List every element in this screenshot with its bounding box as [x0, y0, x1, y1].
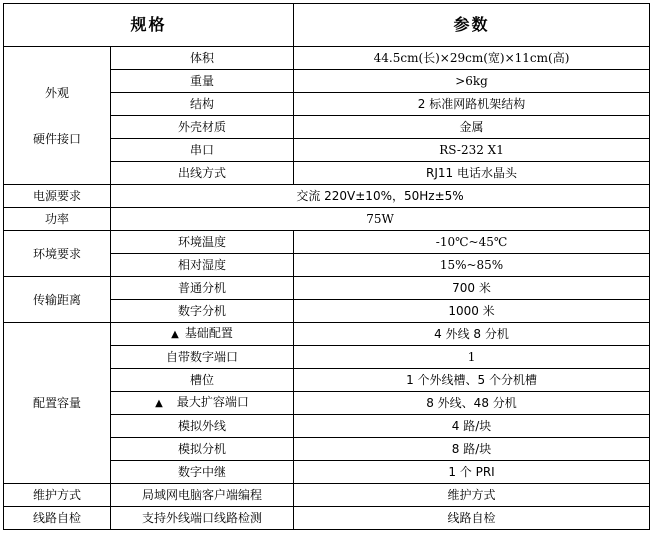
- label-max-ports: 最大扩容端口: [176, 395, 249, 409]
- triangle-marker-icon: ▲: [171, 329, 179, 340]
- spec-table: [3, 3, 650, 530]
- value-serial: RS-232 X1: [294, 139, 650, 162]
- group-exterior-hardware: [4, 47, 111, 185]
- value-volume: 44.5cm(长)×29cm(宽)×11cm(高): [294, 47, 650, 70]
- value-structure: 2 标准网路机架结构: [294, 93, 650, 116]
- value-digital-trunk: 1 个 PRI: [294, 461, 650, 484]
- label-digital-port: 自带数字端口: [111, 346, 294, 369]
- label-ordinary-ext: 普通分机: [111, 277, 294, 300]
- value-humidity: 15%~85%: [294, 254, 650, 277]
- label-digital-trunk: 数字中继: [111, 461, 294, 484]
- label-slots: 槽位: [111, 369, 294, 392]
- value-power-req: 交流 220V±10%，50Hz±5%: [111, 185, 650, 208]
- group-label-hardware: 硬件接口: [32, 131, 81, 146]
- value-max-ports: 8 外线、48 分机: [294, 392, 650, 415]
- value-digital-port: 1: [294, 346, 650, 369]
- value-analog-ext: 8 路/块: [294, 438, 650, 461]
- table-row: [4, 277, 650, 300]
- group-label-maintenance: 维护方式: [4, 484, 111, 507]
- group-label-power: 功率: [4, 208, 111, 231]
- label-volume: 体积: [111, 47, 294, 70]
- group-label-environment: 环境要求: [4, 231, 111, 277]
- value-slots: 1 个外线槽、5 个分机槽: [294, 369, 650, 392]
- value-temperature: -10℃~45℃: [294, 231, 650, 254]
- label-shell: 外壳材质: [111, 116, 294, 139]
- header-param: 参数: [294, 4, 650, 47]
- label-temperature: 环境温度: [111, 231, 294, 254]
- table-row: [4, 185, 650, 208]
- header-spec: 规格: [4, 4, 294, 47]
- value-outlet: RJ11 电话水晶头: [294, 162, 650, 185]
- value-maintenance: 维护方式: [294, 484, 650, 507]
- label-humidity: 相对湿度: [111, 254, 294, 277]
- header-row: [4, 4, 650, 47]
- table-row: [4, 47, 650, 70]
- group-label-line-check: 线路自检: [4, 507, 111, 530]
- table-row: [4, 484, 650, 507]
- label-maintenance: 局域网电脑客户端编程: [111, 484, 294, 507]
- value-line-check: 线路自检: [294, 507, 650, 530]
- group-label-distance: 传输距离: [4, 277, 111, 323]
- group-label-exterior: 外观: [44, 85, 69, 100]
- label-serial: 串口: [111, 139, 294, 162]
- label-digital-ext: 数字分机: [111, 300, 294, 323]
- value-digital-ext: 1000 米: [294, 300, 650, 323]
- value-power: 75W: [111, 208, 650, 231]
- table-row: [4, 507, 650, 530]
- triangle-marker-icon: ▲: [155, 398, 163, 409]
- label-line-check: 支持外线端口线路检测: [111, 507, 294, 530]
- cell-base-config: [111, 323, 294, 346]
- value-analog-line: 4 路/块: [294, 415, 650, 438]
- label-structure: 结构: [111, 93, 294, 116]
- label-outlet: 出线方式: [111, 162, 294, 185]
- value-ordinary-ext: 700 米: [294, 277, 650, 300]
- group-label-capacity: 配置容量: [4, 323, 111, 484]
- label-base-config: 基础配置: [184, 326, 233, 340]
- table-row: [4, 231, 650, 254]
- label-analog-ext: 模拟分机: [111, 438, 294, 461]
- value-shell: 金属: [294, 116, 650, 139]
- value-weight: >6kg: [294, 70, 650, 93]
- cell-max-ports: [111, 392, 294, 415]
- table-row: [4, 208, 650, 231]
- label-analog-line: 模拟外线: [111, 415, 294, 438]
- group-label-power-req: 电源要求: [4, 185, 111, 208]
- label-weight: 重量: [111, 70, 294, 93]
- value-base-config: 4 外线 8 分机: [294, 323, 650, 346]
- table-row: [4, 323, 650, 346]
